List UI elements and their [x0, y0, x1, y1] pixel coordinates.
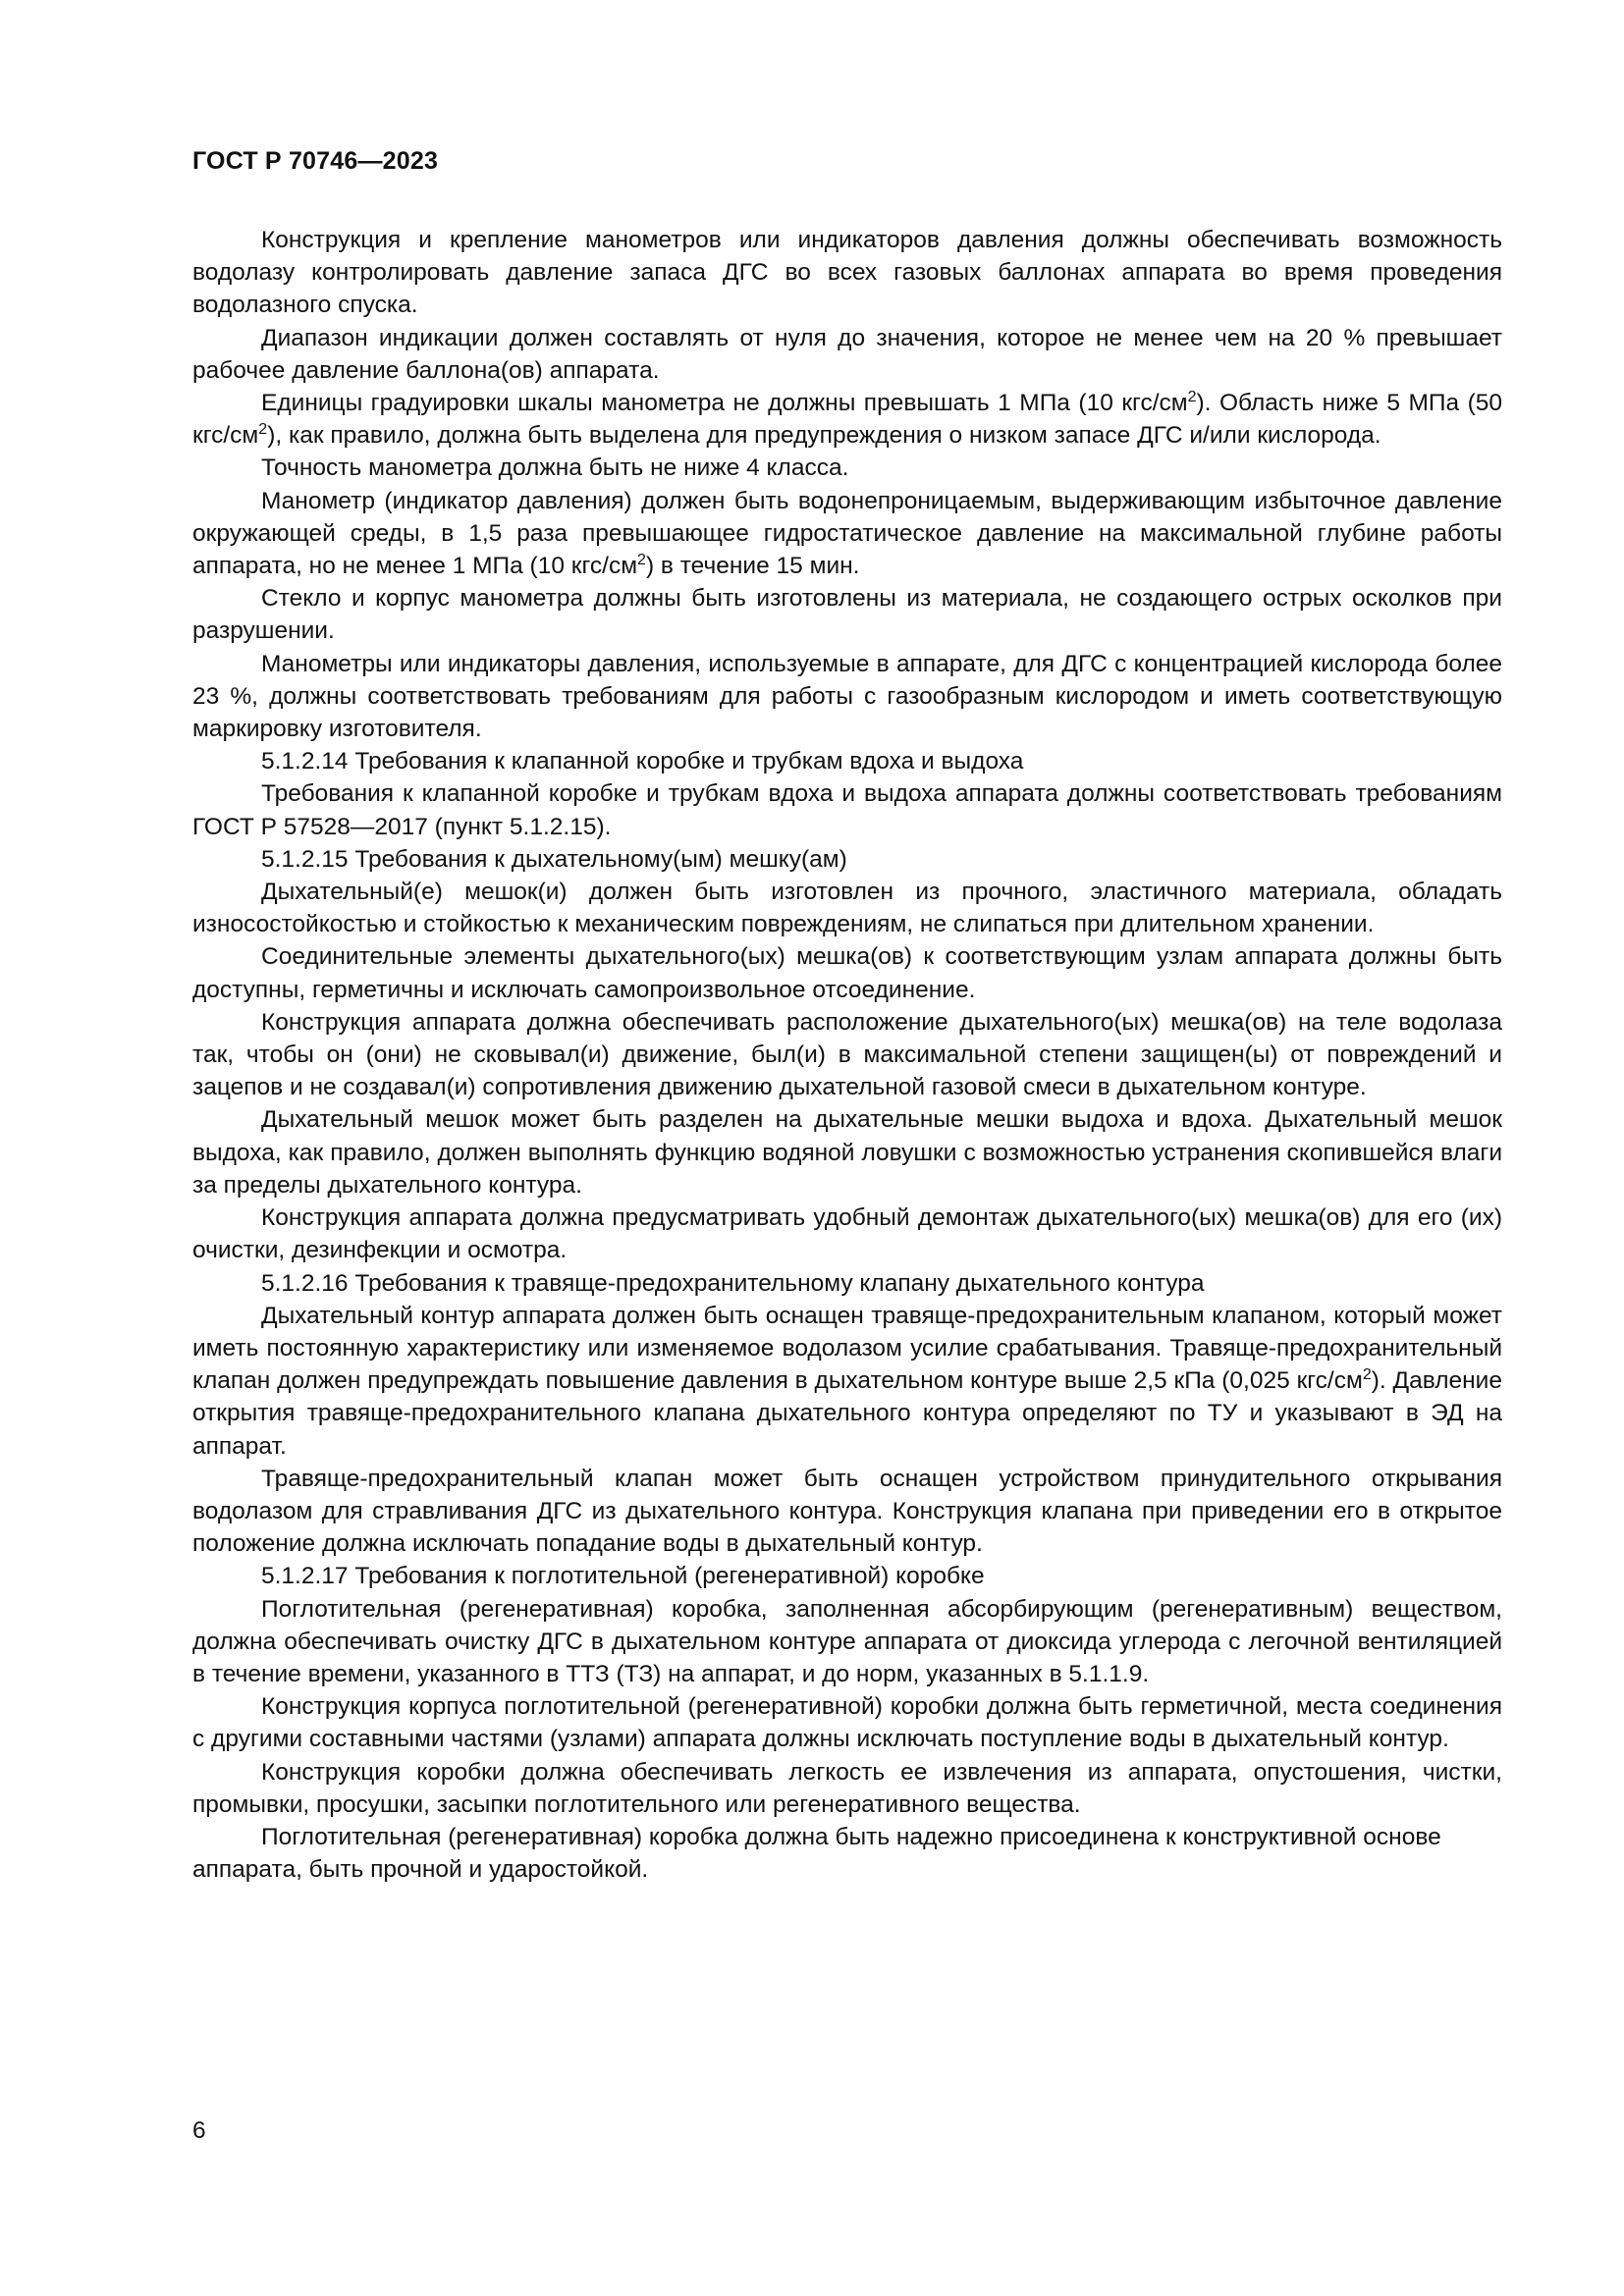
- paragraph: Поглотительная (регенеративная) коробка должна быть надежно присоединена к конструктивной основе аппарата, быть прочной и ударостойкой.: [192, 1823, 1441, 1884]
- paragraph: Поглотительная (регенеративная) коробка, заполненная абсорбирующим (регенеративным) веществом, должна обеспечивать очистку ДГС в дыхательном контуре аппарата от диоксида углерода с легочной вентиляцией в течение времени, указанного в ТТЗ (ТЗ) на аппарат, и до норм, указанных в 5.1.1.9.: [192, 1595, 1502, 1687]
- superscript: 2: [637, 552, 646, 569]
- paragraph: Конструкция коробки должна обеспечивать легкость ее извлечения из аппарата, опустошения, чистки, промывки, просушки, засыпки поглотительного или регенеративного вещества.: [192, 1758, 1502, 1818]
- standard-header: ГОСТ Р 70746—2023: [192, 147, 439, 175]
- paragraph: Единицы градуировки шкалы манометра не должны превышать 1 МПа (10 кгс/$см^2$). Область ниже 5 МПа (50 кгс/$см^2$), как правило, должна быть выделена для предупреждения о низком запасе ДГС и/или кислорода.: [192, 389, 1502, 450]
- superscript: 2: [1187, 389, 1197, 406]
- paragraph: Диапазон индикации должен составлять от нуля до значения, которое не менее чем на 20 % превышает рабочее давление баллона(ов) аппарата.: [192, 324, 1502, 384]
- paragraph: Конструкция аппарата должна обеспечивать расположение дыхательного(ых) мешка(ов) на теле водолаза так, чтобы он (они) не сковывал(и) движение, был(и) в максимальной степени защищен(ы) от повреждений и зацепов и не создавал(и) сопротивления движению дыхательной газовой смеси в дыхательном контуре.: [192, 1008, 1502, 1101]
- section-heading: 5.1.2.16 Требования к травяще-предохранительному клапану дыхательного контура: [261, 1269, 1205, 1297]
- paragraph: Конструкция и крепление манометров или индикаторов давления должны обеспечивать возможность водолазу контролировать давление запаса ДГС во всех газовых баллонах аппарата во время проведения водолазного спуска.: [192, 227, 1502, 319]
- paragraph: Дыхательный контур аппарата должен быть оснащен травяще-предохранительным клапаном, который может иметь постоянную характеристику или изменяемое водолазом усилие срабатывания. Травяще-предохранительный клапан должен предупреждать повышение давления в дыхательном контуре выше 2,5 кПа (0,025 кгс/$см^2$). Давление открытия травяще-предохранительного клапана дыхательного контура определяют по ТУ и указывают в ЭД на аппарат.: [192, 1302, 1502, 1460]
- paragraph: Требования к клапанной коробке и трубкам вдоха и выдоха аппарата должны соответствовать требованиям ГОСТ Р 57528—2017 (пункт 5.1.2.15).: [192, 780, 1502, 840]
- paragraph: Конструкция аппарата должна предусматривать удобный демонтаж дыхательного(ых) мешка(ов) для его (их) очистки, дезинфекции и осмотра.: [192, 1204, 1502, 1264]
- section-heading: 5.1.2.15 Требования к дыхательному(ым) мешку(ам): [261, 845, 847, 873]
- page-number: 6: [192, 2117, 206, 2144]
- section-heading: 5.1.2.14 Требования к клапанной коробке и трубкам вдоха и выдоха: [261, 748, 1024, 775]
- paragraph: Конструкция корпуса поглотительной (регенеративной) коробки должна быть герметичной, места соединения с другими составными частями (узлами) аппарата должны исключать поступление воды в дыхательный контур.: [192, 1693, 1502, 1753]
- paragraph: Точность манометра должна быть не ниже 4 класса.: [261, 454, 849, 482]
- paragraph: Манометр (индикатор давления) должен быть водонепроницаемым, выдерживающим избыточное давление окружающей среды, в 1,5 раза превышающее гидростатическое давление на максимальной глубине работы аппарата, но не менее 1 МПа (10 кгс/$см^2$) в течение 15 мин.: [192, 487, 1502, 580]
- paragraph: Дыхательный мешок может быть разделен на дыхательные мешки выдоха и вдоха. Дыхательный мешок выдоха, как правило, должен выполнять функцию водяной ловушки с возможностью устранения скопившейся влаги за пределы дыхательного контура.: [192, 1106, 1502, 1199]
- paragraph: Манометры или индикаторы давления, используемые в аппарате, для ДГС с концентрацией кислорода более 23 %, должны соответствовать требованиям для работы с газообразным кислородом и иметь соответствующую маркировку изготовителя.: [192, 650, 1502, 743]
- section-heading: 5.1.2.17 Требования к поглотительной (регенеративной) коробке: [261, 1563, 985, 1590]
- superscript: 2: [258, 421, 268, 439]
- paragraph: Травяще-предохранительный клапан может быть оснащен устройством принудительного открывания водолазом для стравливания ДГС из дыхательного контура. Конструкция клапана при приведении его в открытое положение должна исключать попадание воды в дыхательный контур.: [192, 1465, 1502, 1558]
- document-body: [192, 224, 1502, 1886]
- paragraph: Соединительные элементы дыхательного(ых) мешка(ов) к соответствующим узлам аппарата должны быть доступны, герметичны и исключать самопроизвольное отсоединение.: [192, 943, 1502, 1003]
- paragraph: Дыхательный(е) мешок(и) должен быть изготовлен из прочного, эластичного материала, обладать износостойкостью и стойкостью к механическим повреждениям, не слипаться при длительном хранении.: [192, 879, 1502, 938]
- superscript: 2: [1362, 1366, 1372, 1384]
- paragraph: Стекло и корпус манометра должны быть изготовлены из материала, не создающего острых осколков при разрушении.: [192, 585, 1502, 645]
